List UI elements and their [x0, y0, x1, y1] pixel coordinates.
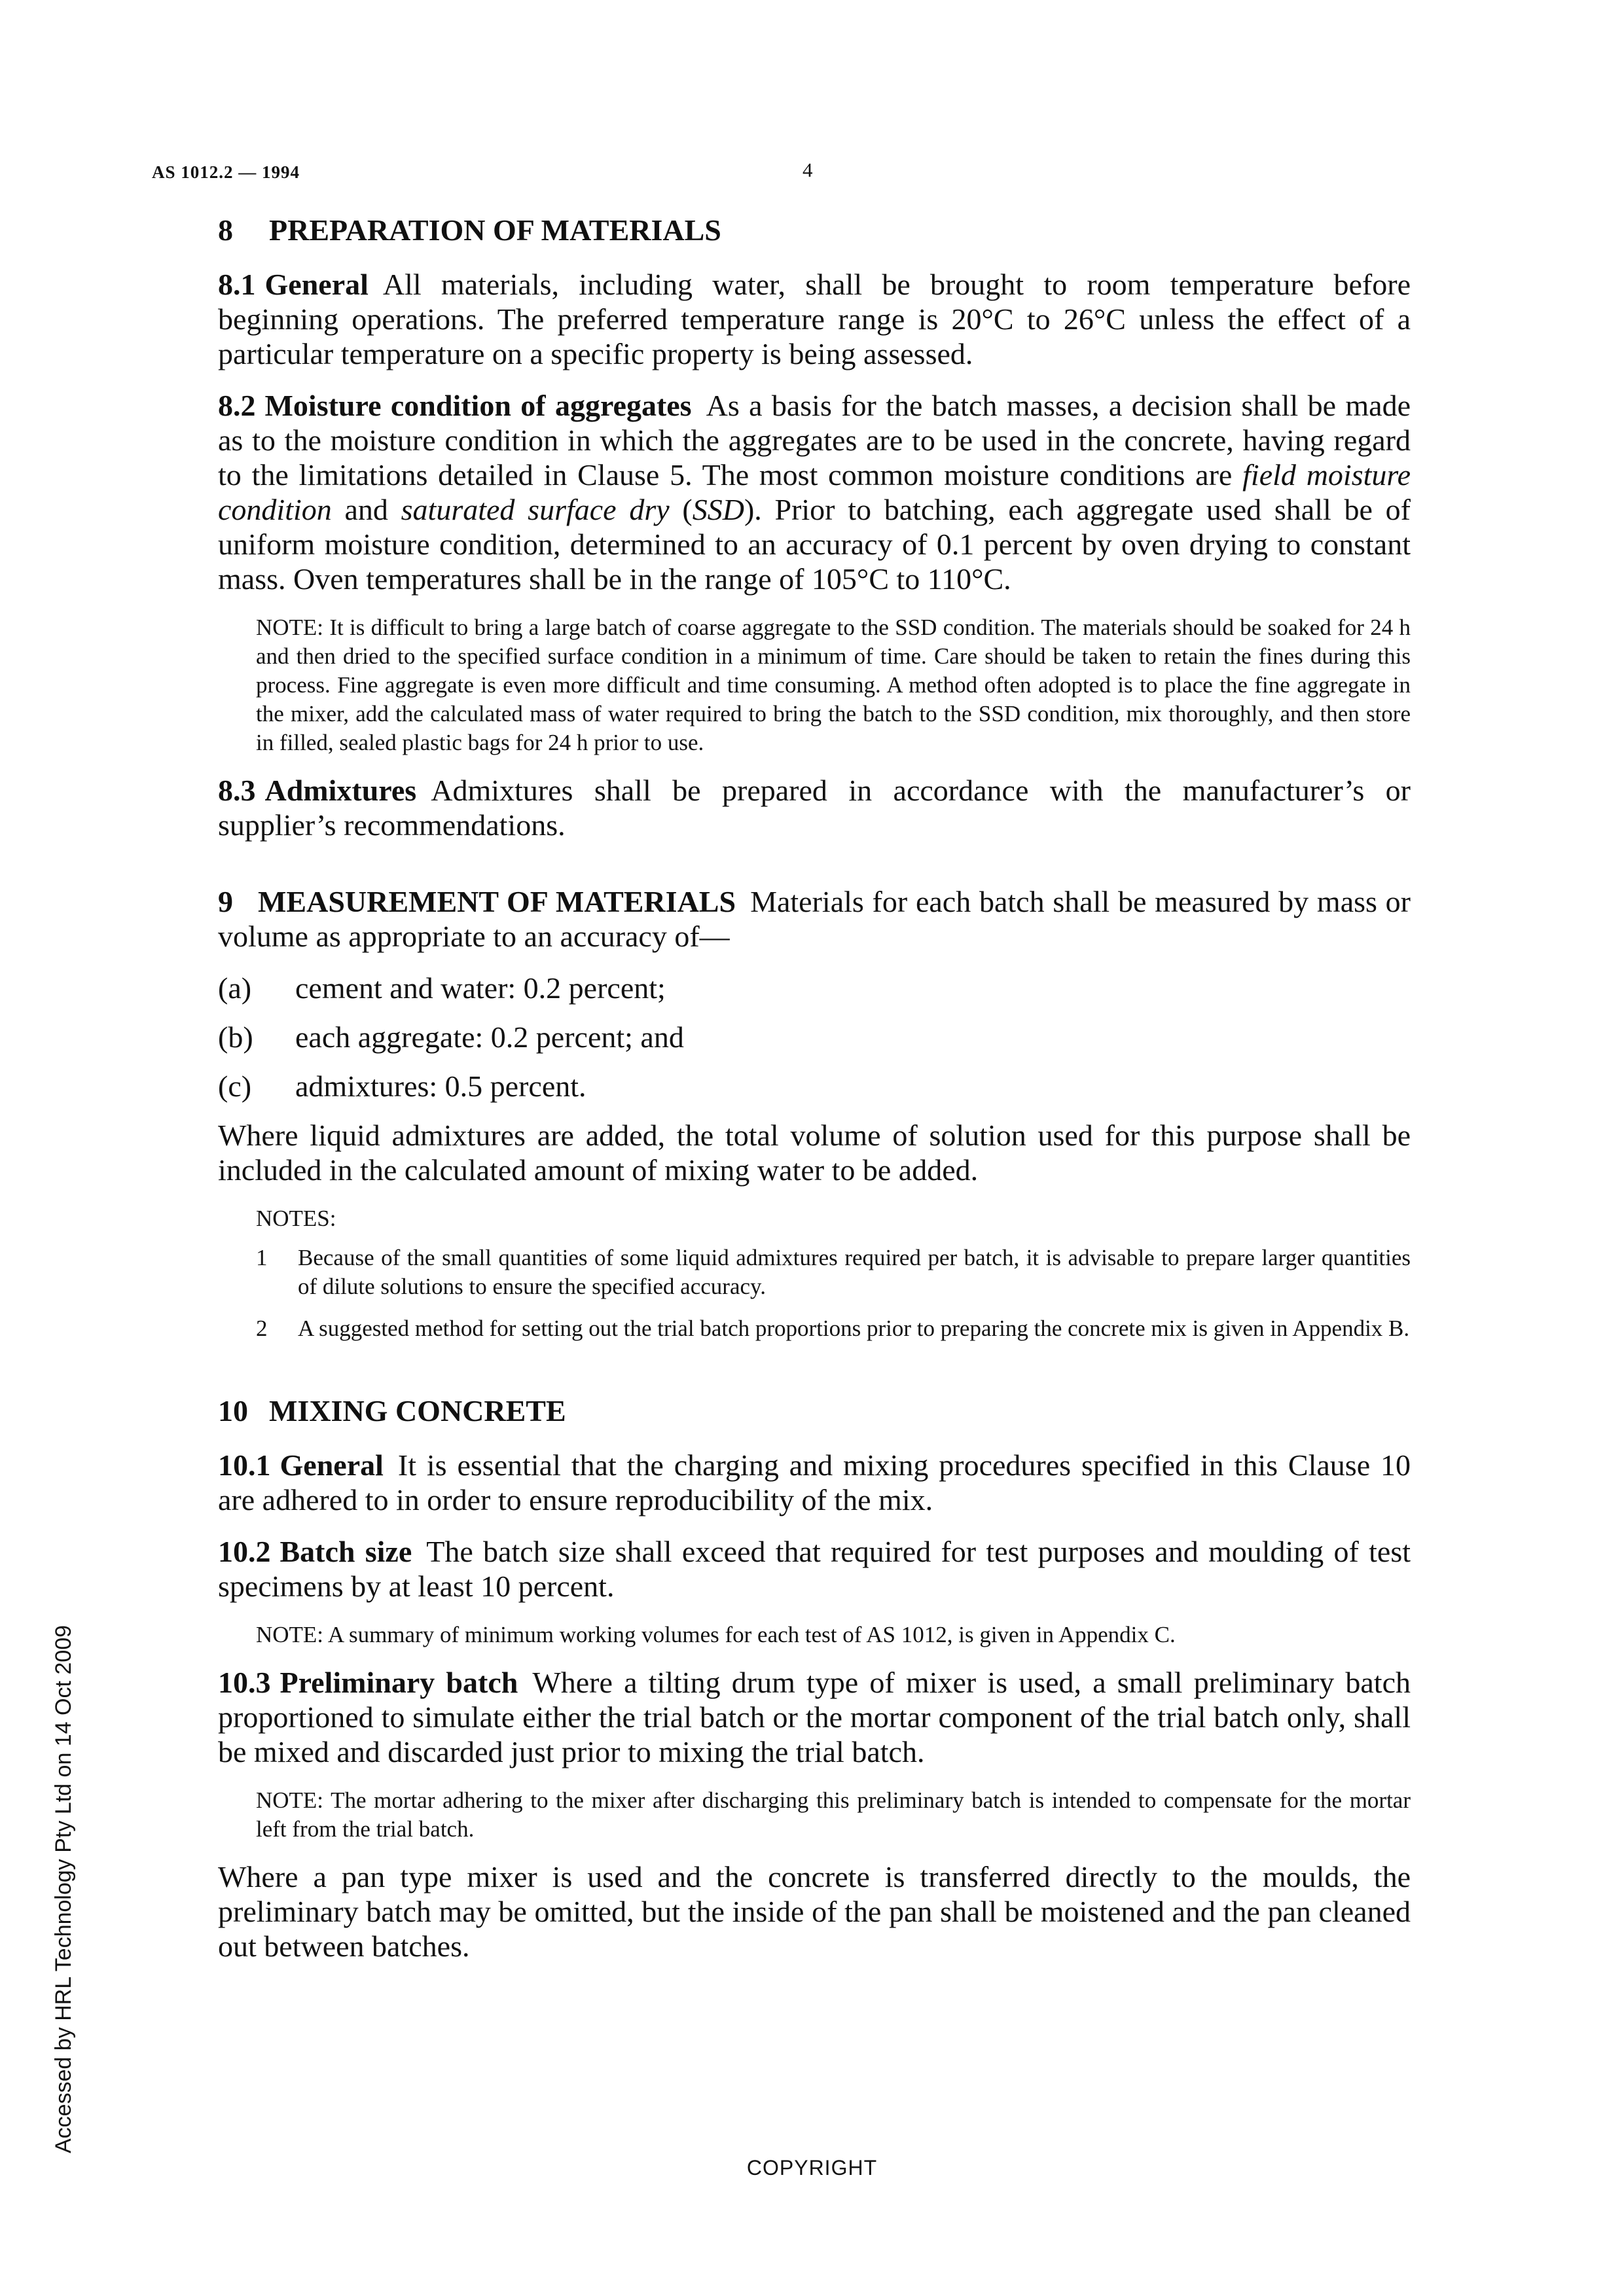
clause-text: It is essential that the charging and mixing procedures specified in this Clause 10 are adhered to in order to ensure reproducibility of the mix.: [218, 1448, 1411, 1516]
section-number: 9: [218, 885, 233, 918]
list-label: (b): [218, 1020, 253, 1054]
clause-text: All materials, including water, shall be brought to room temperature before beginning operations. The preferred temperature range is 20°C to 26°C unless the effect of a particular temperature on a specific property is being assessed.: [218, 268, 1411, 370]
section-number: 10: [218, 1394, 248, 1427]
clause-text: Where a tilting drum type of mixer is used, a small preliminary batch proportioned to simulate either the trial batch or the mortar component of the trial batch only, shall be mixed and discarded just prior to mixing the trial batch.: [218, 1666, 1411, 1768]
page-body: [218, 211, 1411, 1981]
clause-text: (: [669, 493, 693, 526]
clause-title: Moisture condition of aggregates: [264, 389, 692, 422]
note-10-3: NOTE: The mortar adhering to the mixer after discharging this preliminary batch is intended to compensate for the mortar left from the trial batch.: [256, 1787, 1411, 1842]
list-label: (c): [218, 1069, 252, 1103]
clause-10-2: [218, 1534, 1411, 1604]
list-text: cement and water: 0.2 percent;: [295, 971, 666, 1005]
clause-title: Batch size: [280, 1535, 412, 1568]
section-title: MIXING CONCRETE: [269, 1394, 566, 1427]
term-ssd-abbrev: SSD: [692, 493, 744, 526]
section-title: MEASUREMENT OF MATERIALS: [258, 885, 736, 918]
term-ssd: saturated surface dry: [401, 493, 670, 526]
note-text: A suggested method for setting out the trial batch proportions prior to preparing the concrete mix is given in Appendix B.: [298, 1316, 1410, 1341]
term-field-moisture: field moisture condition: [218, 458, 1411, 526]
clause-number: 8.2: [218, 389, 256, 422]
page-number: 4: [803, 158, 813, 181]
clause-title: General: [280, 1448, 384, 1482]
list-text: each aggregate: 0.2 percent; and: [295, 1020, 684, 1054]
clause-8-3: [218, 773, 1411, 842]
standard-designation: AS 1012.2 — 1994: [152, 162, 300, 182]
list-text: admixtures: 0.5 percent.: [295, 1069, 586, 1103]
note-item: [256, 1244, 1411, 1301]
list-item: [218, 971, 1411, 1005]
note-text: Because of the small quantities of some liquid admixtures required per batch, it is advisable to prepare larger quantities of dilute solutions to ensure the specified accuracy.: [298, 1245, 1411, 1299]
clause-text: and: [331, 493, 401, 526]
note-10-2: NOTE: A summary of minimum working volumes for each test of AS 1012, is given in Appendix C.: [256, 1622, 1176, 1647]
section-9-paragraph: Where liquid admixtures are added, the total volume of solution used for this purpose shall be included in the calculated amount of mixing water to be added.: [218, 1119, 1411, 1187]
section-10-heading: [218, 1391, 1411, 1431]
notes-heading: NOTES:: [256, 1206, 336, 1231]
list-item: [218, 1020, 1411, 1054]
clause-text: ). Prior to batching, each aggregate used shall be of uniform moisture condition, determined to an accuracy of 0.1 percent by oven drying to constant mass. Oven temperatures shall be in the range of 105°C to 110°C.: [218, 493, 1411, 596]
clause-title: General: [264, 268, 369, 301]
section-title: PREPARATION OF MATERIALS: [269, 213, 721, 247]
clause-text: As a basis for the batch masses, a decision shall be made as to the moisture condition in which the aggregates are to be used in the concrete, having regard to the limitations detailed in Clause 5. The most common moisture conditions are: [218, 389, 1411, 492]
clause-number: 8.1: [218, 268, 256, 301]
copyright-footer: COPYRIGHT: [746, 2156, 878, 2179]
note-label: 2: [256, 1316, 268, 1341]
clause-title: Preliminary batch: [280, 1666, 518, 1699]
clause-10-3-paragraph: Where a pan type mixer is used and the concrete is transferred directly to the moulds, the preliminary batch may be omitted, but the inside of the pan shall be moistened and the pan cleaned out between batches.: [218, 1860, 1411, 1963]
list-label: (a): [218, 971, 252, 1005]
clause-8-1: [218, 267, 1411, 371]
clause-10-3: [218, 1665, 1411, 1769]
clause-title: Admixtures: [264, 774, 417, 807]
note-8-2: NOTE: It is difficult to bring a large batch of coarse aggregate to the SSD condition. The materials should be soaked for 24 h and then dried to the specified surface condition in a minimum of time. Care should be taken to retain the fines during this process. Fine aggregate is even more difficult and time consuming. A method often adopted is to place the fine aggregate in the mixer, add the calculated mass of water required to bring the batch to the SSD condition, mix thoroughly, and then store in filled, sealed plastic bags for 24 h prior to use.: [256, 615, 1411, 755]
clause-text: The batch size shall exceed that required for test purposes and moulding of test specimens by at least 10 percent.: [218, 1535, 1411, 1603]
section-number: 8: [218, 213, 233, 247]
clause-number: 10.3: [218, 1666, 271, 1699]
clause-number: 10.2: [218, 1535, 271, 1568]
section-8-heading: [218, 211, 1411, 250]
clause-text: Admixtures shall be prepared in accordance with the manufacturer’s or supplier’s recommendations.: [218, 774, 1411, 842]
clause-8-2: [218, 388, 1411, 596]
note-label: 1: [256, 1245, 268, 1270]
section-intro: Materials for each batch shall be measured by mass or volume as appropriate to an accuracy of—: [218, 885, 1411, 953]
clause-number: 8.3: [218, 774, 256, 807]
clause-number: 10.1: [218, 1448, 271, 1482]
clause-10-1: [218, 1448, 1411, 1517]
list-item: [218, 1069, 1411, 1103]
access-stamp: Accessed by HRL Technology Pty Ltd on 14 Oct 2009: [51, 1624, 76, 2153]
section-9: [218, 884, 1411, 954]
note-item: [256, 1314, 1411, 1343]
